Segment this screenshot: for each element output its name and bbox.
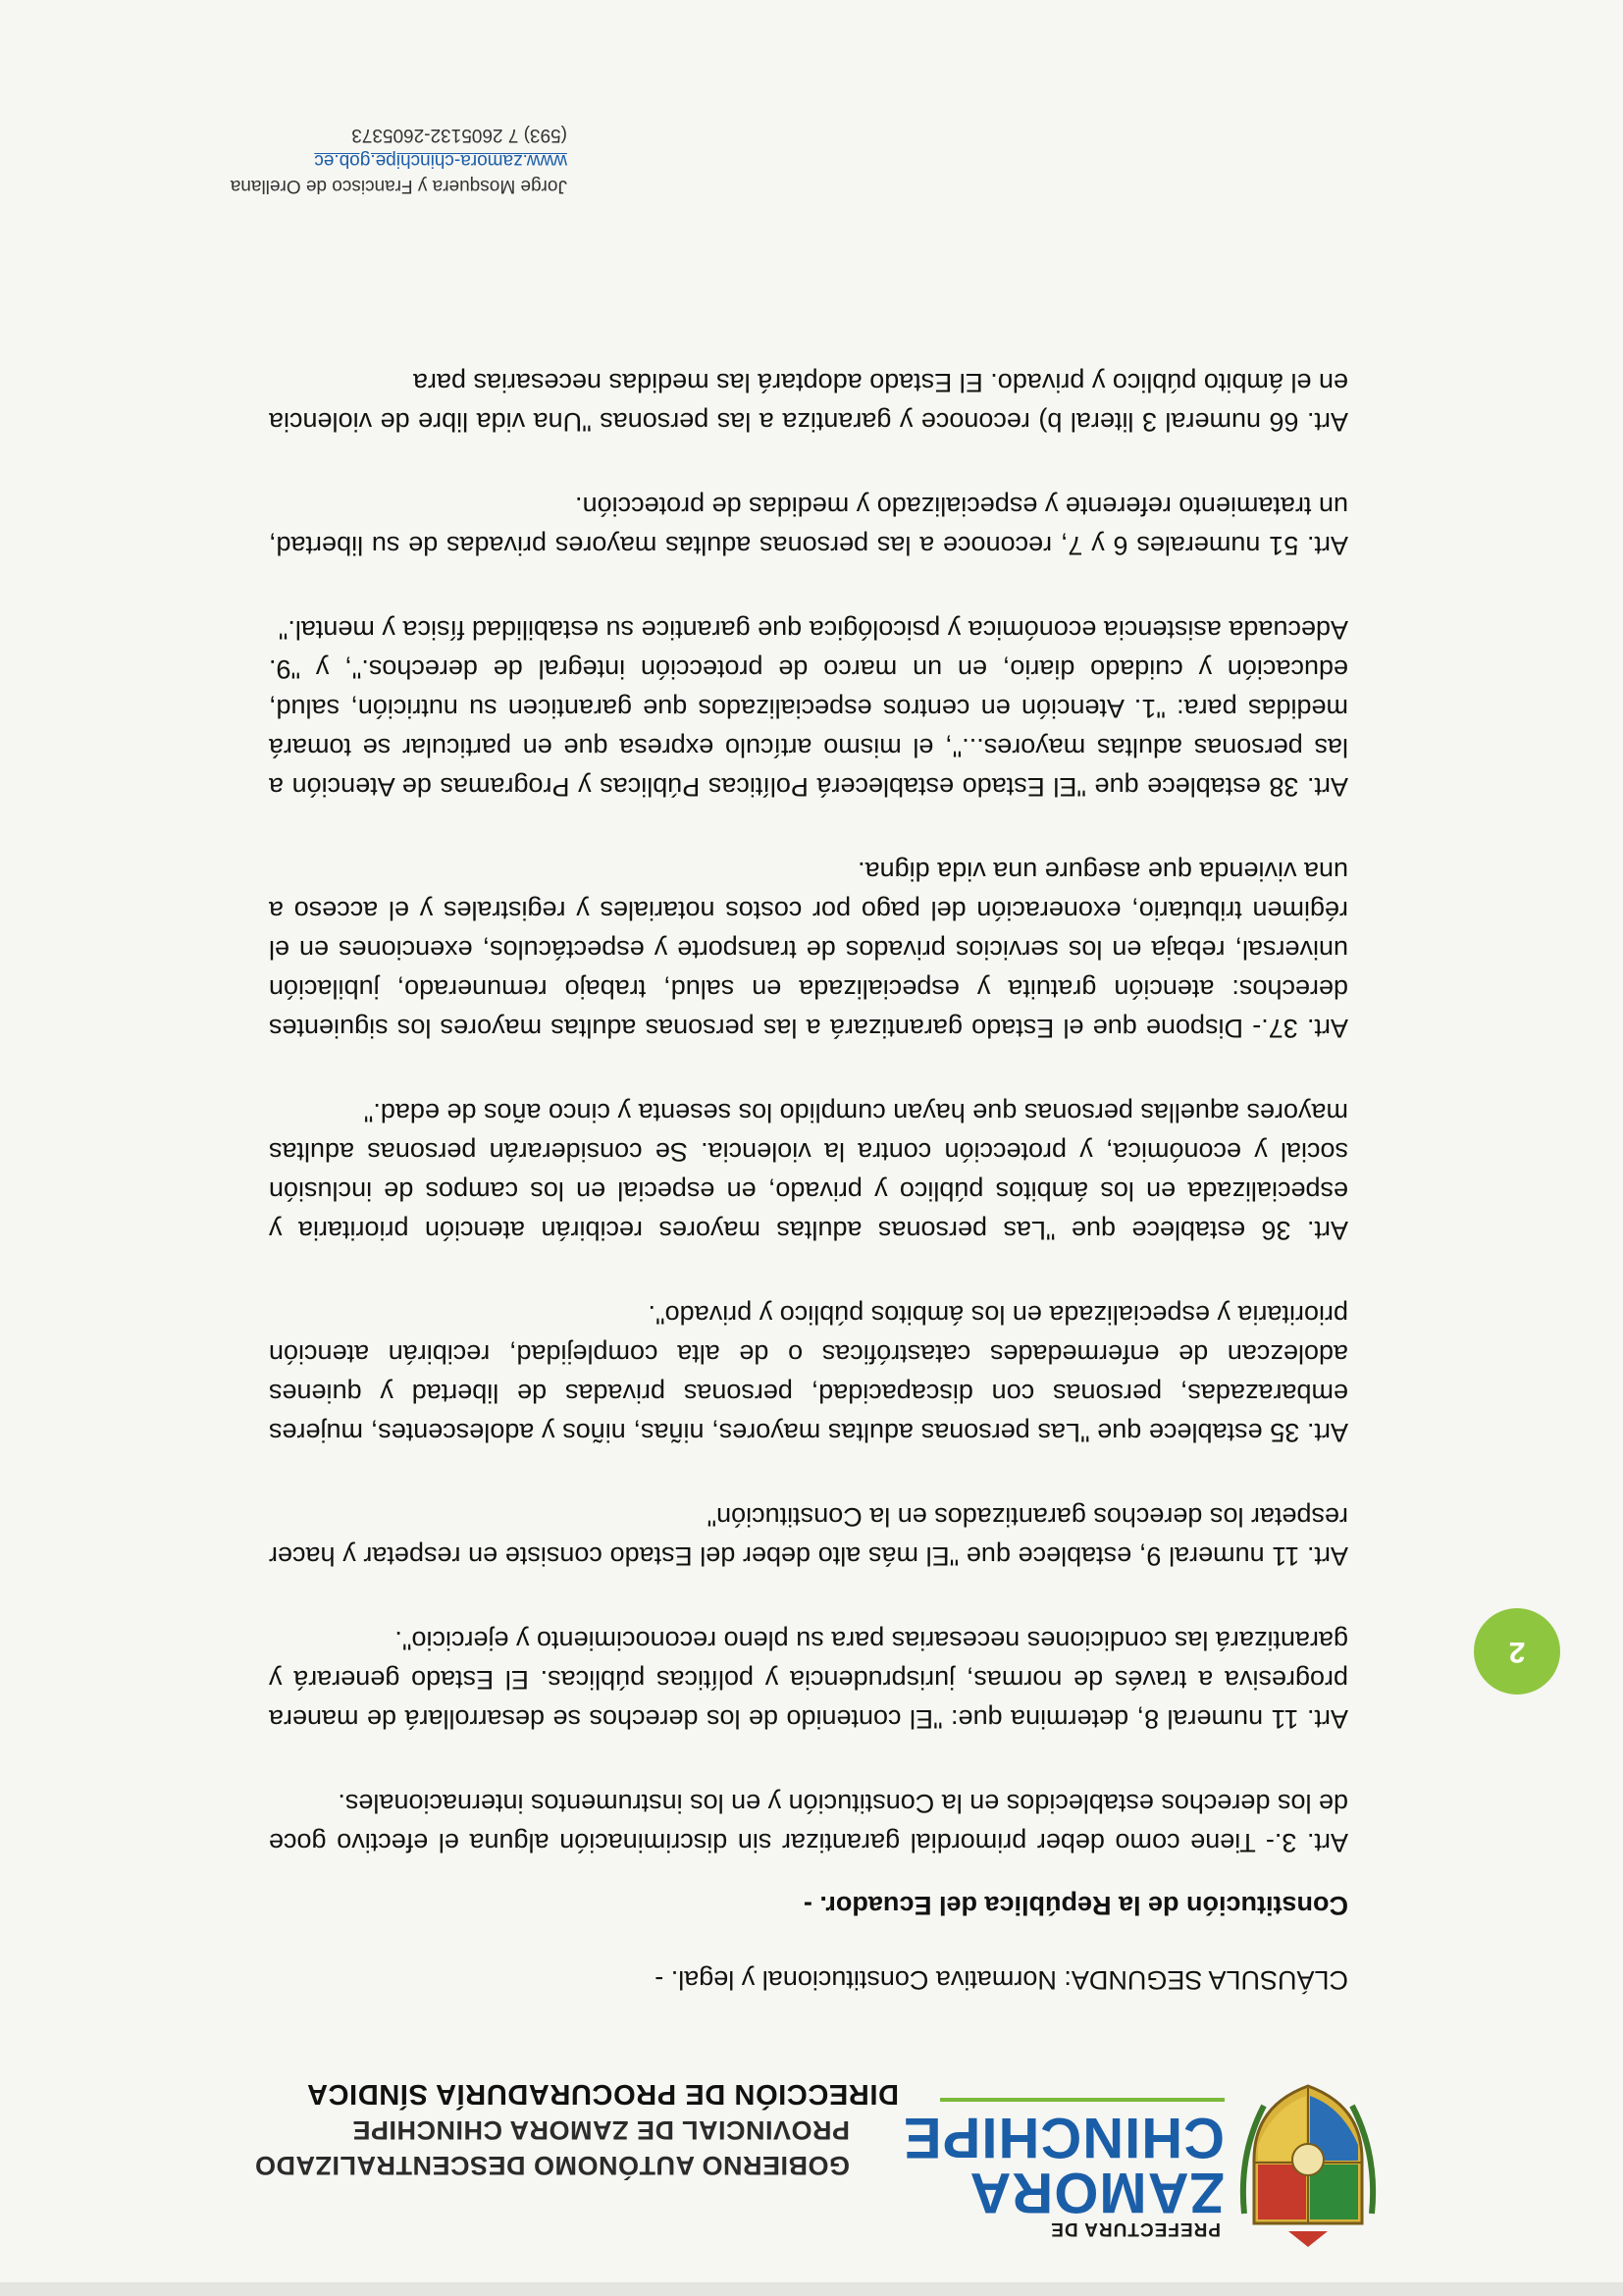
page-number-badge: 2 [1474, 1608, 1560, 1695]
clause-title: CLÁUSULA SEGUNDA: Normativa Constitucional y legal. - [654, 1965, 1348, 1995]
document-body [269, 318, 1348, 2000]
paragraph-art-37: Art. 37.- Dispone que el Estado garantizará a las personas adultas mayores los siguientes derechos: atención gratuita y especializada en salud, trabajo remunerado, jubilación universal, rebaja en los servicios privados de transporte y espectáculos, exenciones en el régimen tributario, exoneración del pago por costos notariales y registrales y el acceso a una vivienda que asegure una vida digna. [269, 857, 1348, 1043]
department-name: DIRECCIÓN DE PROCURADURÍA SÍNDICA [306, 2078, 899, 2110]
footer [214, 122, 567, 198]
paragraph-art-66: Art. 66 numeral 3 literal b) reconoce y garantiza a las personas "Una vida libre de violencia en el ámbito público y privado. El Estado adoptará las medidas necesarias para [269, 368, 1348, 437]
prefectura-label: PREFECTURA DE [1050, 2218, 1221, 2239]
footer-phone: (593) 7 2605132-2605373 [351, 125, 567, 145]
paragraph-art-36: Art. 36 establece que "Las personas adultas mayores recibirán atención prioritaria y especializada en los ámbitos público y privado, en especial en los campos de inclusión social y económica, y protección contra la violencia. Se considerarán personas adultas mayores aquellas personas que hayan cumplido los sesenta y cinco años de edad." [269, 1098, 1348, 1245]
brand-name [901, 2106, 1225, 2224]
paragraph-art-35: Art. 35 establece que "Las personas adultas mayores, niñas, niños y adolescentes, mujeres embarazadas, personas con discapacidad, personas privadas de libertad y quienes adolezcan de enfermedades catastróficas o de alta complejidad, recibirán atención prioritaria y especializada en los ámbitos público y privado". [269, 1300, 1348, 1447]
letterhead [0, 2002, 1623, 2296]
footer-website-link[interactable]: www.zamora-chinchipe.gob.ec [314, 150, 567, 171]
paragraph-art-3: Art. 3.- Tiene como deber primordial garantizar sin discriminación alguna el efectivo goce de los derechos establecidos en la Constitución y en los instrumentos internacionales. [269, 1789, 1348, 1857]
government-name-line-2: PROVINCIAL DE ZAMORA CHINCHIPE [351, 2115, 850, 2145]
brand-line-2: CHINCHIPE [902, 2106, 1225, 2169]
paragraph-art-51: Art. 51 numerales 6 y 7, reconoce a las personas adultas mayores privadas de su libertad, un tratamiento referente y especializado y medidas de protección. [269, 492, 1348, 560]
constitution-heading: Constitución de la República del Ecuador. - [803, 1891, 1348, 1920]
paragraph-art-11-8: Art. 11 numeral 8, determina que: "El contenido de los derechos se desarrollará de manera progresiva a través de normas, jurisprudencia y políticas públicas. El Estado generará y garantizará las condiciones necesarias para su pleno reconocimiento y ejercicio". [269, 1626, 1348, 1734]
paragraph-art-11-9: Art. 11 numeral 9, establece que "El más alto deber del Estado consiste en respetar y hacer respetar los derechos garantizados en la Constitución" [269, 1502, 1348, 1571]
coat-of-arms-icon [1234, 2081, 1382, 2253]
brand-line-1: ZAMORA [969, 2161, 1225, 2224]
header-divider [940, 2098, 1225, 2102]
government-name-line-1: GOBIERNO AUTÓNOMO DESCENTRALIZADO [254, 2151, 850, 2180]
footer-address: Jorge Mosquera y Francisco de Orellana [230, 176, 567, 196]
paragraph-art-38: Art. 38 establece que "El Estado establecerá Políticas Públicas y Programas de Atención a las personas adultas mayores...", el mismo artículo expresa que en particular se tomará medidas para: "1. Atención en centros especializados que garanticen su nutrición, salud, educación y cuidado diario, en un marco de protección integral de derechos.", y "9. Adecuada asistencia económica y psicológica que garantice su estabilidad física y mental." [269, 615, 1348, 802]
